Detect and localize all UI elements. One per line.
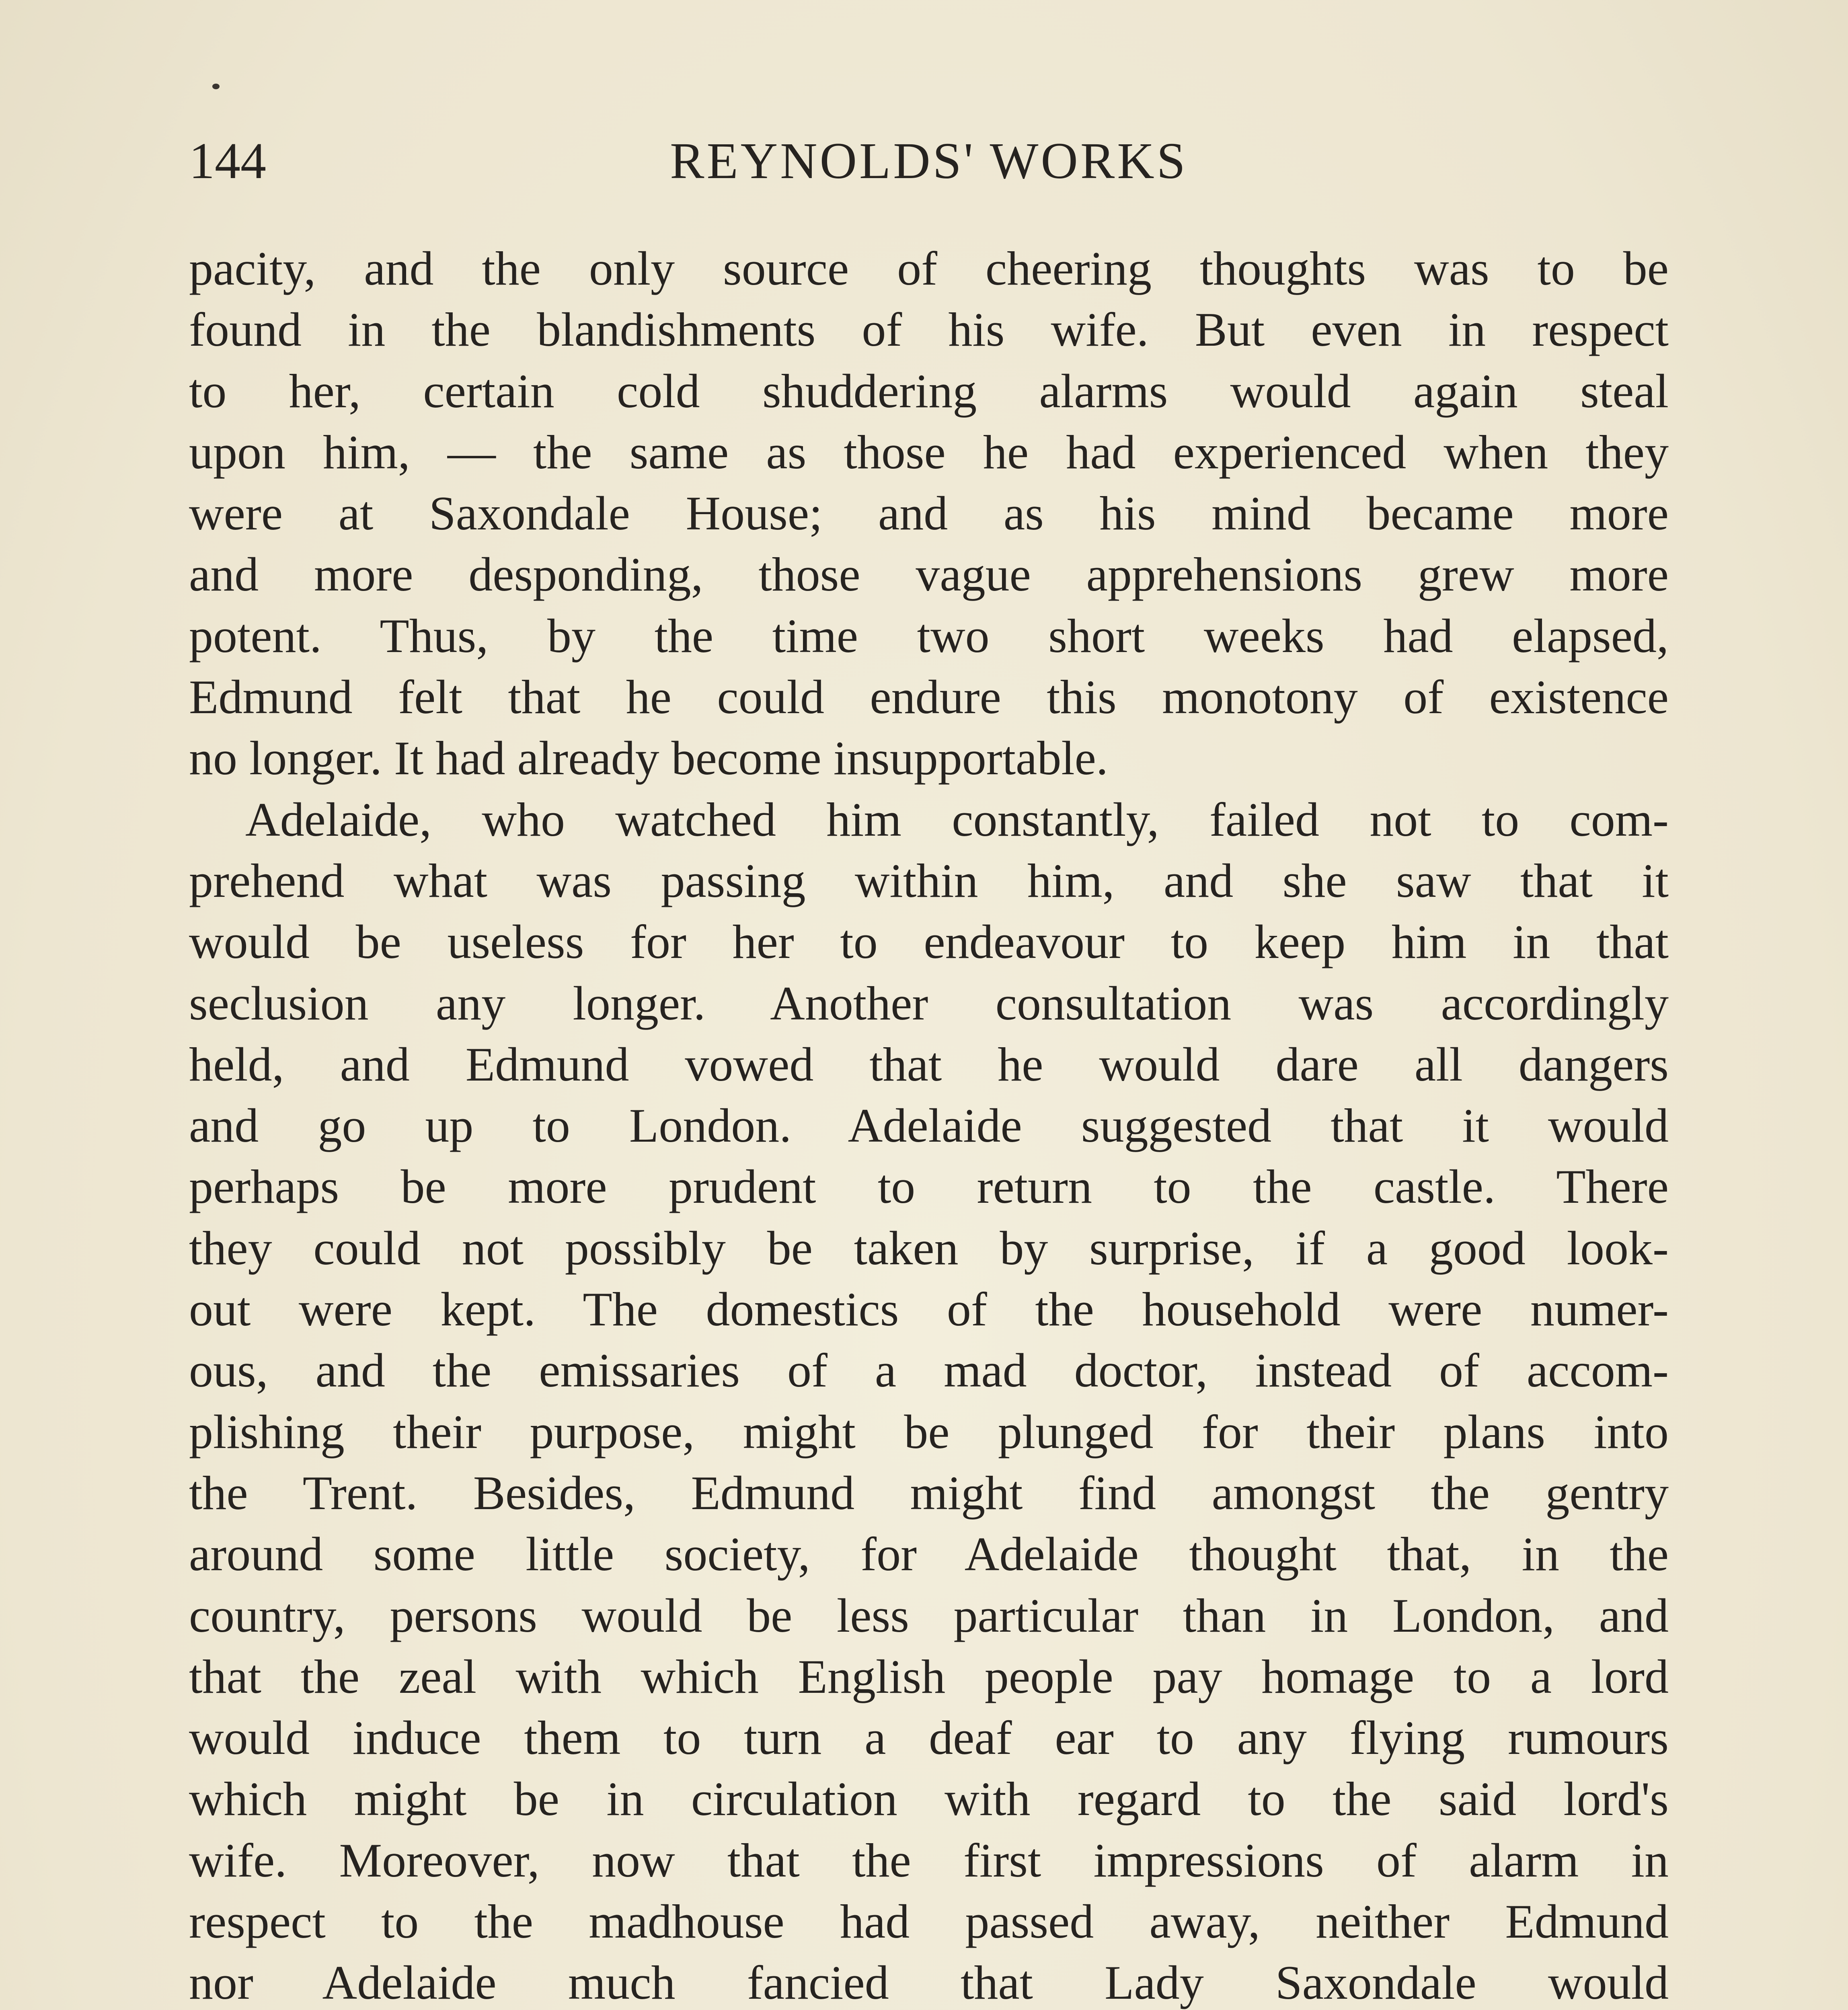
text-line: country, persons would be less particular than in London, and xyxy=(189,1588,1669,1642)
text-line: plishing their purpose, might be plunged for their plans into xyxy=(189,1405,1669,1458)
text-line: around some little society, for Adelaide thought that, in the xyxy=(189,1527,1669,1581)
ink-speck xyxy=(212,84,220,89)
running-head: REYNOLDS' WORKS xyxy=(670,132,1188,189)
text-line: nor Adelaide much fancied that Lady Saxondale would xyxy=(189,1956,1669,2010)
text-line: perhaps be more prudent to return to the castle. There xyxy=(189,1160,1669,1214)
text-line: they could not possibly be taken by surprise, if a good look- xyxy=(189,1221,1669,1275)
text-line: which might be in circulation with regard to the said lord's xyxy=(189,1772,1669,1826)
text-line: respect to the madhouse had passed away, neither Edmund xyxy=(189,1895,1669,1948)
text-line: held, and Edmund vowed that he would dare all dangers xyxy=(189,1037,1669,1091)
text-line: pacity, and the only source of cheering thoughts was to be xyxy=(189,242,1669,295)
text-line: and more desponding, those vague apprehensions grew more xyxy=(189,548,1669,601)
page-header xyxy=(189,121,1669,201)
text-line: would be useless for her to endeavour to keep him in that xyxy=(189,915,1669,969)
text-line: ous, and the emissaries of a mad doctor, instead of accom- xyxy=(189,1343,1669,1397)
text-line: would induce them to turn a deaf ear to any flying rumours xyxy=(189,1711,1669,1765)
text-line: wife. Moreover, now that the first impressions of alarm in xyxy=(189,1833,1669,1887)
text-line: potent. Thus, by the time two short weeks had elapsed, xyxy=(189,609,1669,662)
text-line: to her, certain cold shuddering alarms would again steal xyxy=(189,364,1669,418)
text-line: the Trent. Besides, Edmund might find amongst the gentry xyxy=(189,1466,1669,1520)
paragraph-start-line: Adelaide, who watched him constantly, failed not to com- xyxy=(245,792,1669,846)
text-line: no longer. It had already become insupportable. xyxy=(189,731,1108,785)
text-line: Edmund felt that he could endure this monotony of existence xyxy=(189,670,1669,724)
text-line: were at Saxondale House; and as his mind became more xyxy=(189,486,1669,540)
text-line: and go up to London. Adelaide suggested that it would xyxy=(189,1099,1669,1153)
text-line: out were kept. The domestics of the household were numer- xyxy=(189,1282,1669,1336)
page-number: 144 xyxy=(189,132,266,189)
text-line: found in the blandishments of his wife. But even in respect xyxy=(189,303,1669,357)
text-line: prehend what was passing within him, and she saw that it xyxy=(189,853,1669,907)
text-line: that the zeal with which English people pay homage to a lord xyxy=(189,1649,1669,1703)
body-text xyxy=(189,238,1669,2010)
text-line: upon him, — the same as those he had experienced when they xyxy=(189,425,1669,479)
text-line: seclusion any longer. Another consultation was accordingly xyxy=(189,976,1669,1030)
